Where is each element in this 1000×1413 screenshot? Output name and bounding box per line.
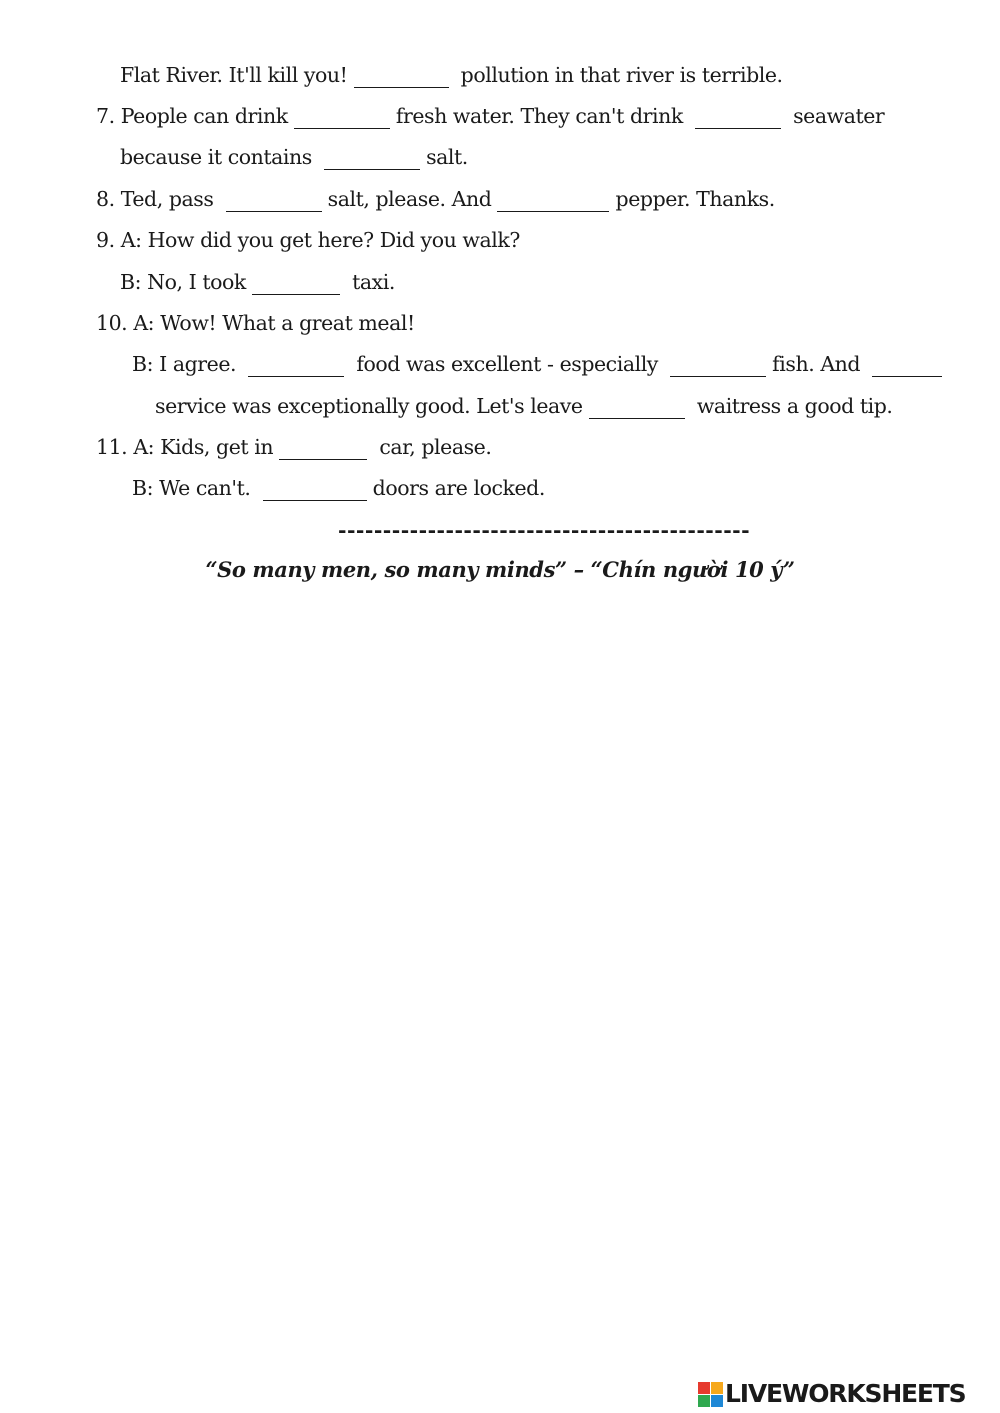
q7-blank-3[interactable] bbox=[324, 151, 420, 170]
q7-text-after: seawater bbox=[780, 104, 885, 128]
q11-b-text-before: B: We can't. bbox=[132, 476, 263, 500]
liveworksheets-logo-text: LIVEWORKSHEETS bbox=[725, 1379, 966, 1408]
question-8 bbox=[96, 185, 775, 213]
q8-blank-2[interactable] bbox=[497, 193, 609, 212]
q9-b-text-before: B: No, I took bbox=[120, 270, 252, 294]
q7-cont-text-before: because it contains bbox=[120, 145, 324, 169]
question-11-b bbox=[132, 474, 545, 502]
question-10-a: 10. A: Wow! What a great meal! bbox=[96, 311, 415, 335]
question-9-a: 9. A: How did you get here? Did you walk? bbox=[96, 228, 520, 252]
q8-text-after: pepper. Thanks. bbox=[609, 187, 775, 211]
q10-blank-4[interactable] bbox=[589, 400, 685, 419]
question-9-b bbox=[120, 268, 395, 296]
q9-blank-1[interactable] bbox=[252, 276, 340, 295]
q10-blank-2[interactable] bbox=[670, 358, 766, 377]
question-11-a bbox=[96, 433, 491, 461]
question-7-continuation bbox=[120, 143, 468, 171]
q10-b-text-mid2: fish. And bbox=[766, 352, 873, 376]
q11-a-text-before: 11. A: Kids, get in bbox=[96, 435, 280, 459]
q8-text-before: 8. Ted, pass bbox=[96, 187, 226, 211]
q10-c-text-after: waitress a good tip. bbox=[684, 394, 893, 418]
q10-blank-1[interactable] bbox=[248, 358, 344, 377]
q7-text-mid: fresh water. They can't drink bbox=[389, 104, 695, 128]
question-10-c bbox=[155, 392, 893, 420]
q6-text-before: Flat River. It'll kill you! bbox=[120, 63, 354, 87]
q7-blank-1[interactable] bbox=[294, 110, 390, 129]
q8-text-mid: salt, please. And bbox=[321, 187, 498, 211]
q11-b-text-after: doors are locked. bbox=[366, 476, 545, 500]
question-10-b bbox=[132, 350, 942, 378]
q11-blank-2[interactable] bbox=[263, 482, 367, 501]
q7-text-before: 7. People can drink bbox=[96, 104, 294, 128]
closing-quote: “So many men, so many minds” – “Chín người 10 ý” bbox=[205, 557, 795, 582]
q11-a-text-after: car, please. bbox=[367, 435, 492, 459]
q6-text-after: pollution in that river is terrible. bbox=[448, 63, 783, 87]
q11-blank-1[interactable] bbox=[279, 441, 367, 460]
question-6-continuation bbox=[120, 61, 783, 89]
q10-blank-3[interactable] bbox=[872, 358, 942, 377]
logo-square-blue bbox=[711, 1395, 723, 1407]
logo-square-green bbox=[698, 1395, 710, 1407]
liveworksheets-logo[interactable] bbox=[698, 1378, 965, 1410]
liveworksheets-logo-icon bbox=[698, 1382, 723, 1407]
logo-square-orange bbox=[711, 1382, 723, 1394]
q7-cont-text-after: salt. bbox=[420, 145, 468, 169]
q10-b-text-before: B: I agree. bbox=[132, 352, 249, 376]
q6-blank-1[interactable] bbox=[354, 69, 449, 88]
q10-b-text-mid1: food was excellent - especially bbox=[344, 352, 671, 376]
section-divider: ---------------------------------------------- bbox=[338, 518, 751, 542]
q8-blank-1[interactable] bbox=[226, 193, 322, 212]
logo-square-red bbox=[698, 1382, 710, 1394]
question-7 bbox=[96, 102, 884, 130]
q7-blank-2[interactable] bbox=[695, 110, 781, 129]
q9-b-text-after: taxi. bbox=[339, 270, 395, 294]
q10-c-text-before: service was exceptionally good. Let's leave bbox=[155, 394, 589, 418]
